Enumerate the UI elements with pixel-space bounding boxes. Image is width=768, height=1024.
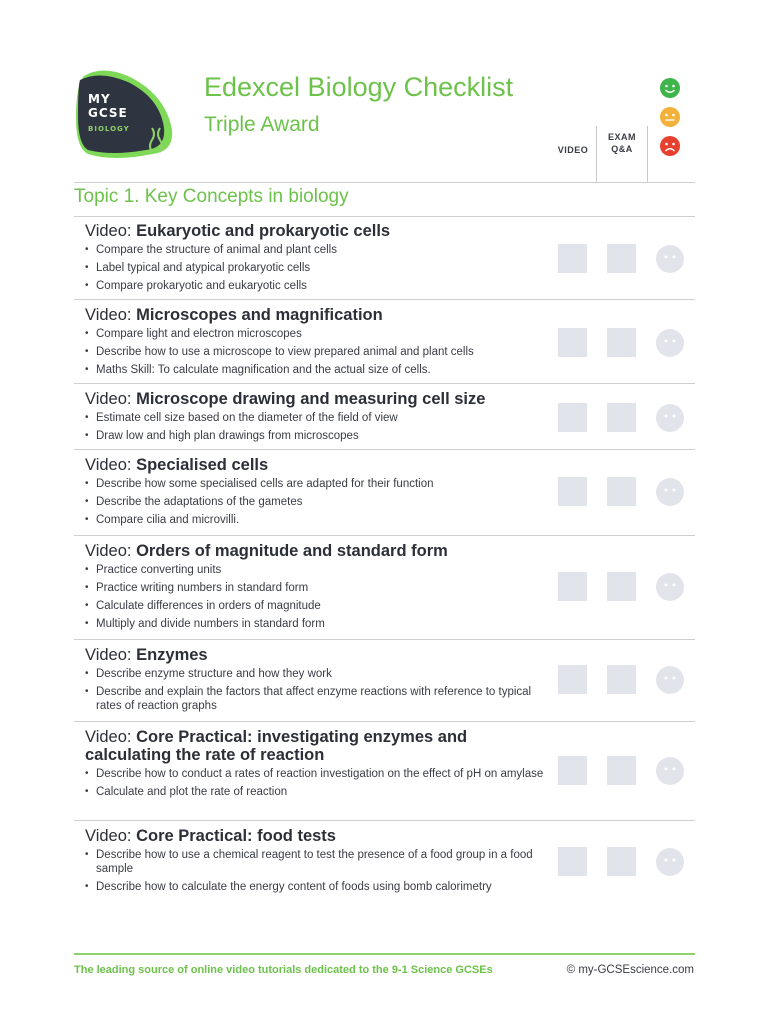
- video-checkbox[interactable]: [558, 244, 587, 273]
- rating-face-icon[interactable]: [655, 665, 685, 695]
- divider: [74, 535, 695, 536]
- exam-checkbox[interactable]: [607, 756, 636, 785]
- bullet-list: [85, 243, 555, 293]
- list-item: • Describe the adaptations of the gametes: [85, 495, 555, 509]
- bullet-list: [85, 767, 555, 799]
- video-checkbox[interactable]: [558, 756, 587, 785]
- section-title: [85, 646, 555, 664]
- logo-text-biology: BIOLOGY: [88, 125, 130, 133]
- divider: [74, 383, 695, 384]
- section-topic: Specialised cells: [136, 456, 269, 474]
- list-item: • Compare prokaryotic and eukaryotic cells: [85, 279, 555, 293]
- bullet-list: [85, 477, 555, 527]
- column-header-video: VIDEO: [557, 145, 589, 155]
- footer-site-link[interactable]: © my-GCSEscience.com: [566, 964, 694, 976]
- checklist-section: [85, 646, 555, 717]
- exam-checkbox[interactable]: [607, 403, 636, 432]
- section-prefix: Video:: [85, 456, 137, 474]
- divider: [74, 182, 695, 183]
- video-checkbox[interactable]: [558, 477, 587, 506]
- bullet-list: [85, 327, 555, 377]
- list-item: • Estimate cell size based on the diameter of the field of view: [85, 411, 555, 425]
- section-prefix: Video:: [85, 306, 137, 324]
- checklist-section: [85, 456, 555, 531]
- checklist-section: [85, 542, 555, 635]
- section-title: [85, 827, 555, 845]
- list-item: • Describe how some specialised cells are adapted for their function: [85, 477, 555, 491]
- divider: [74, 449, 695, 450]
- rating-face-icon[interactable]: [655, 756, 685, 786]
- topic-heading: Topic 1. Key Concepts in biology: [74, 186, 349, 207]
- footer-tagline: The leading source of online video tutorials dedicated to the 9-1 Science GCSEs: [74, 964, 493, 976]
- video-checkbox[interactable]: [558, 847, 587, 876]
- bullet-list: [85, 411, 555, 443]
- section-topic: Microscope drawing and measuring cell size: [136, 390, 486, 408]
- checklist-section: [85, 728, 555, 803]
- logo-text-my: MY: [88, 92, 111, 106]
- list-item: • Compare cilia and microvilli.: [85, 513, 555, 527]
- list-item: • Describe and explain the factors that affect enzyme reactions with reference to typical rates of reaction graphs: [85, 685, 555, 713]
- rating-face-icon[interactable]: [655, 328, 685, 358]
- column-header-exam: [598, 131, 646, 155]
- checklist-section: [85, 390, 555, 447]
- exam-checkbox[interactable]: [607, 572, 636, 601]
- rating-face-icon[interactable]: [655, 847, 685, 877]
- list-item: • Describe enzyme structure and how they work: [85, 667, 555, 681]
- exam-checkbox[interactable]: [607, 477, 636, 506]
- list-item: • Practice converting units: [85, 563, 555, 577]
- section-topic: Enzymes: [136, 646, 208, 664]
- list-item: • Practice writing numbers in standard form: [85, 581, 555, 595]
- list-item: • Compare the structure of animal and plant cells: [85, 243, 555, 257]
- section-topic: Orders of magnitude and standard form: [136, 542, 448, 560]
- divider: [74, 721, 695, 722]
- logo-text-gcse: GCSE: [88, 106, 128, 120]
- video-checkbox[interactable]: [558, 328, 587, 357]
- exam-checkbox[interactable]: [607, 328, 636, 357]
- rating-face-icon[interactable]: [655, 477, 685, 507]
- list-item: • Draw low and high plan drawings from microscopes: [85, 429, 555, 443]
- video-checkbox[interactable]: [558, 403, 587, 432]
- divider: [74, 820, 695, 821]
- column-header-exam-line1: EXAM: [607, 132, 636, 142]
- exam-checkbox[interactable]: [607, 847, 636, 876]
- section-title: [85, 306, 555, 324]
- section-prefix: Video:: [85, 222, 137, 240]
- checklist-section: [85, 827, 555, 898]
- divider: [74, 216, 695, 217]
- section-title: [85, 390, 555, 408]
- exam-checkbox[interactable]: [607, 244, 636, 273]
- section-title: [85, 728, 555, 764]
- column-divider: [647, 126, 648, 182]
- section-prefix: Video:: [85, 542, 137, 560]
- sad-face-icon: [659, 135, 681, 157]
- section-prefix: Video:: [85, 646, 137, 664]
- section-topic: Core Practical: investigating enzymes and calculating the rate of reaction: [85, 728, 468, 764]
- list-item: • Calculate differences in orders of magnitude: [85, 599, 555, 613]
- bullet-list: [85, 848, 555, 894]
- happy-face-icon: [659, 77, 681, 99]
- video-checkbox[interactable]: [558, 665, 587, 694]
- section-title: [85, 222, 555, 240]
- section-prefix: Video:: [85, 827, 137, 845]
- list-item: • Describe how to calculate the energy content of foods using bomb calorimetry: [85, 880, 555, 894]
- section-title: [85, 456, 555, 474]
- section-topic: Core Practical: food tests: [136, 827, 336, 845]
- video-checkbox[interactable]: [558, 572, 587, 601]
- list-item: • Describe how to use a microscope to view prepared animal and plant cells: [85, 345, 555, 359]
- column-divider: [596, 126, 597, 182]
- list-item: • Label typical and atypical prokaryotic cells: [85, 261, 555, 275]
- page-title: Edexcel Biology Checklist: [204, 72, 514, 102]
- list-item: • Multiply and divide numbers in standard form: [85, 617, 555, 631]
- divider: [74, 299, 695, 300]
- neutral-face-icon: [659, 106, 681, 128]
- rating-face-icon[interactable]: [655, 403, 685, 433]
- column-header-exam-line2: Q&A: [611, 144, 633, 154]
- section-prefix: Video:: [85, 390, 137, 408]
- bullet-list: [85, 667, 555, 713]
- section-topic: Eukaryotic and prokaryotic cells: [136, 222, 391, 240]
- exam-checkbox[interactable]: [607, 665, 636, 694]
- page-subtitle: Triple Award: [204, 113, 320, 136]
- footer-divider: [74, 953, 695, 955]
- section-title: [85, 542, 555, 560]
- list-item: • Describe how to use a chemical reagent to test the presence of a food group in a food sample: [85, 848, 555, 876]
- list-item: • Calculate and plot the rate of reaction: [85, 785, 555, 799]
- checklist-section: [85, 222, 555, 297]
- list-item: • Maths Skill: To calculate magnification and the actual size of cells.: [85, 363, 555, 377]
- checklist-section: [85, 306, 555, 381]
- rating-face-icon[interactable]: [655, 572, 685, 602]
- section-prefix: Video:: [85, 728, 137, 746]
- list-item: • Compare light and electron microscopes: [85, 327, 555, 341]
- rating-face-icon[interactable]: [655, 244, 685, 274]
- list-item: • Describe how to conduct a rates of reaction investigation on the effect of pH on amylase: [85, 767, 555, 781]
- bullet-list: [85, 563, 555, 631]
- divider: [74, 639, 695, 640]
- section-topic: Microscopes and magnification: [136, 306, 383, 324]
